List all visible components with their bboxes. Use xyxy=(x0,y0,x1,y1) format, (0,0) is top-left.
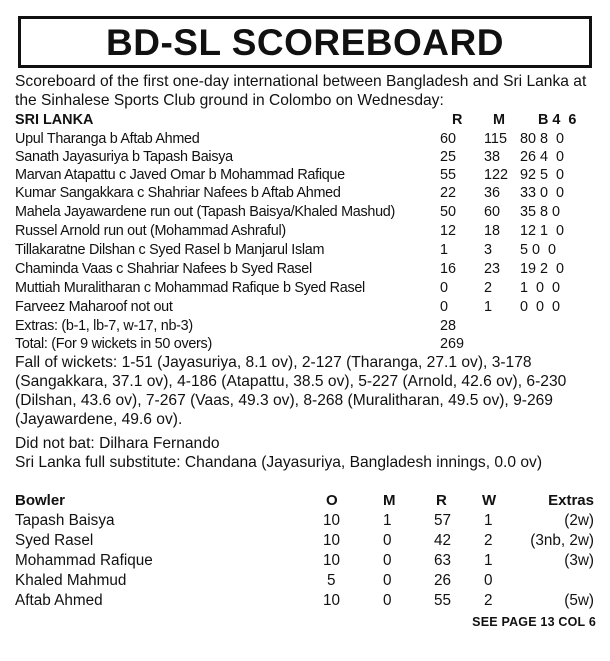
batter-minutes: 115 xyxy=(484,131,507,147)
batter-minutes: 60 xyxy=(484,204,501,220)
bowler-name: Khaled Mahmud xyxy=(15,572,127,589)
batter-name: Sanath Jayasuriya b Tapash Baisya xyxy=(15,149,233,165)
batter-name: Tillakaratne Dilshan c Syed Rasel b Manjarul Islam xyxy=(15,242,325,258)
bowler-runs: 26 xyxy=(434,572,452,589)
batter-b46: 19 2 0 xyxy=(520,261,565,277)
batter-runs: 0 xyxy=(440,280,449,296)
bowler-name: Tapash Baisya xyxy=(15,512,115,529)
total-value: 269 xyxy=(440,336,465,352)
bowler-runs: 57 xyxy=(434,512,452,529)
bowler-wickets: 0 xyxy=(484,572,493,589)
batter-minutes: 3 xyxy=(484,242,493,258)
batter-name: Marvan Atapattu c Javed Omar b Mohammad Rafique xyxy=(15,167,345,183)
bowler-wickets: 1 xyxy=(484,552,493,569)
bowler-extras: (3w) xyxy=(564,552,594,569)
batter-name: Upul Tharanga b Aftab Ahmed xyxy=(15,131,200,147)
extras-value: 28 xyxy=(440,318,457,334)
batter-b46: 12 1 0 xyxy=(520,223,565,239)
batter-runs: 16 xyxy=(440,261,457,277)
batting-col-r: R xyxy=(452,112,463,128)
batter-runs: 22 xyxy=(440,185,457,201)
batter-minutes: 122 xyxy=(484,167,509,183)
batter-name: Russel Arnold run out (Mohammad Ashraful) xyxy=(15,223,286,239)
bowler-overs: 10 xyxy=(323,512,341,529)
page-title: BD-SL SCOREBOARD xyxy=(106,21,504,63)
bowler-name: Mohammad Rafique xyxy=(15,552,153,569)
header-box xyxy=(18,16,592,68)
bowler-wickets: 2 xyxy=(484,532,493,549)
bowler-extras: (5w) xyxy=(564,592,594,609)
batting-team-heading: SRI LANKA xyxy=(15,112,94,128)
bowler-runs: 55 xyxy=(434,592,452,609)
bowler-maidens: 0 xyxy=(383,552,392,569)
batter-minutes: 23 xyxy=(484,261,501,277)
batter-name: Mahela Jayawardene run out (Tapash Baisya/Khaled Mashud) xyxy=(15,204,395,220)
batter-runs: 50 xyxy=(440,204,457,220)
intro-paragraph: Scoreboard of the first one-day international between Bangladesh and Sri Lanka at the Sinhalese Sports Club ground in Colombo on Wednesday: xyxy=(15,73,587,109)
bowler-maidens: 0 xyxy=(383,592,392,609)
batter-name: Muttiah Muralitharan c Mohammad Rafique b Syed Rasel xyxy=(15,280,365,296)
batter-minutes: 2 xyxy=(484,280,493,296)
batter-minutes: 1 xyxy=(484,299,493,315)
batting-col-b46: B 4 6 xyxy=(538,112,577,128)
bowler-overs: 10 xyxy=(323,552,341,569)
batter-b46: 92 5 0 xyxy=(520,167,565,183)
bowler-extras: (2w) xyxy=(564,512,594,529)
bowler-overs: 10 xyxy=(323,592,341,609)
bowling-col-r: R xyxy=(436,492,447,509)
full-substitute: Sri Lanka full substitute: Chandana (Jayasuriya, Bangladesh innings, 0.0 ov) xyxy=(15,454,543,471)
bowling-col-extras: Extras xyxy=(548,492,594,509)
batter-b46: 35 8 0 xyxy=(520,204,561,220)
batter-runs: 55 xyxy=(440,167,457,183)
batter-b46: 1 0 0 xyxy=(520,280,561,296)
bowler-overs: 10 xyxy=(323,532,341,549)
bowling-col-w: W xyxy=(482,492,497,509)
batter-minutes: 36 xyxy=(484,185,501,201)
bowling-col-o: O xyxy=(326,492,338,509)
batter-runs: 25 xyxy=(440,149,457,165)
fall-of-wickets: Fall of wickets: 1-51 (Jayasuriya, 8.1 ov), 2-127 (Tharanga, 27.1 ov), 3-178 (Sangakkara, 37.1 ov), 4-186 (Atapattu, 38.5 ov), 5-227 (Arnold, 42.6 ov), 6-230 (Dilshan, 43.6 ov), 7-267 (Vaas, 49.3 ov), 8-268 (Muralitharan, 49.5 ov), 9-269 (Jayawardene, 49.6 ov). xyxy=(15,354,567,428)
bowler-maidens: 0 xyxy=(383,572,392,589)
batter-runs: 0 xyxy=(440,299,449,315)
bowler-maidens: 1 xyxy=(383,512,392,529)
batter-b46: 80 8 0 xyxy=(520,131,565,147)
batter-name: Farveez Maharoof not out xyxy=(15,299,173,315)
batter-b46: 33 0 0 xyxy=(520,185,565,201)
bowler-wickets: 2 xyxy=(484,592,493,609)
batter-minutes: 38 xyxy=(484,149,501,165)
bowler-runs: 63 xyxy=(434,552,452,569)
bowling-col-bowler: Bowler xyxy=(15,492,66,509)
bowler-wickets: 1 xyxy=(484,512,493,529)
batter-runs: 60 xyxy=(440,131,457,147)
batter-b46: 5 0 0 xyxy=(520,242,557,258)
batter-name: Chaminda Vaas c Shahriar Nafees b Syed Rasel xyxy=(15,261,312,277)
batter-minutes: 18 xyxy=(484,223,501,239)
bowler-name: Syed Rasel xyxy=(15,532,94,549)
extras-label: Extras: (b-1, lb-7, w-17, nb-3) xyxy=(15,318,193,334)
batter-name: Kumar Sangakkara c Shahriar Nafees b Aftab Ahmed xyxy=(15,185,341,201)
total-label: Total: (For 9 wickets in 50 overs) xyxy=(15,336,212,352)
batter-runs: 12 xyxy=(440,223,457,239)
bowler-maidens: 0 xyxy=(383,532,392,549)
batting-col-m: M xyxy=(493,112,505,128)
batter-b46: 0 0 0 xyxy=(520,299,561,315)
bowler-extras: (3nb, 2w) xyxy=(530,532,594,549)
bowler-runs: 42 xyxy=(434,532,452,549)
did-not-bat: Did not bat: Dilhara Fernando xyxy=(15,435,220,452)
continuation-note: SEE PAGE 13 COL 6 xyxy=(472,615,596,629)
bowler-name: Aftab Ahmed xyxy=(15,592,103,609)
batter-runs: 1 xyxy=(440,242,449,258)
batter-b46: 26 4 0 xyxy=(520,149,565,165)
bowler-overs: 5 xyxy=(327,572,336,589)
bowling-col-m: M xyxy=(383,492,396,509)
